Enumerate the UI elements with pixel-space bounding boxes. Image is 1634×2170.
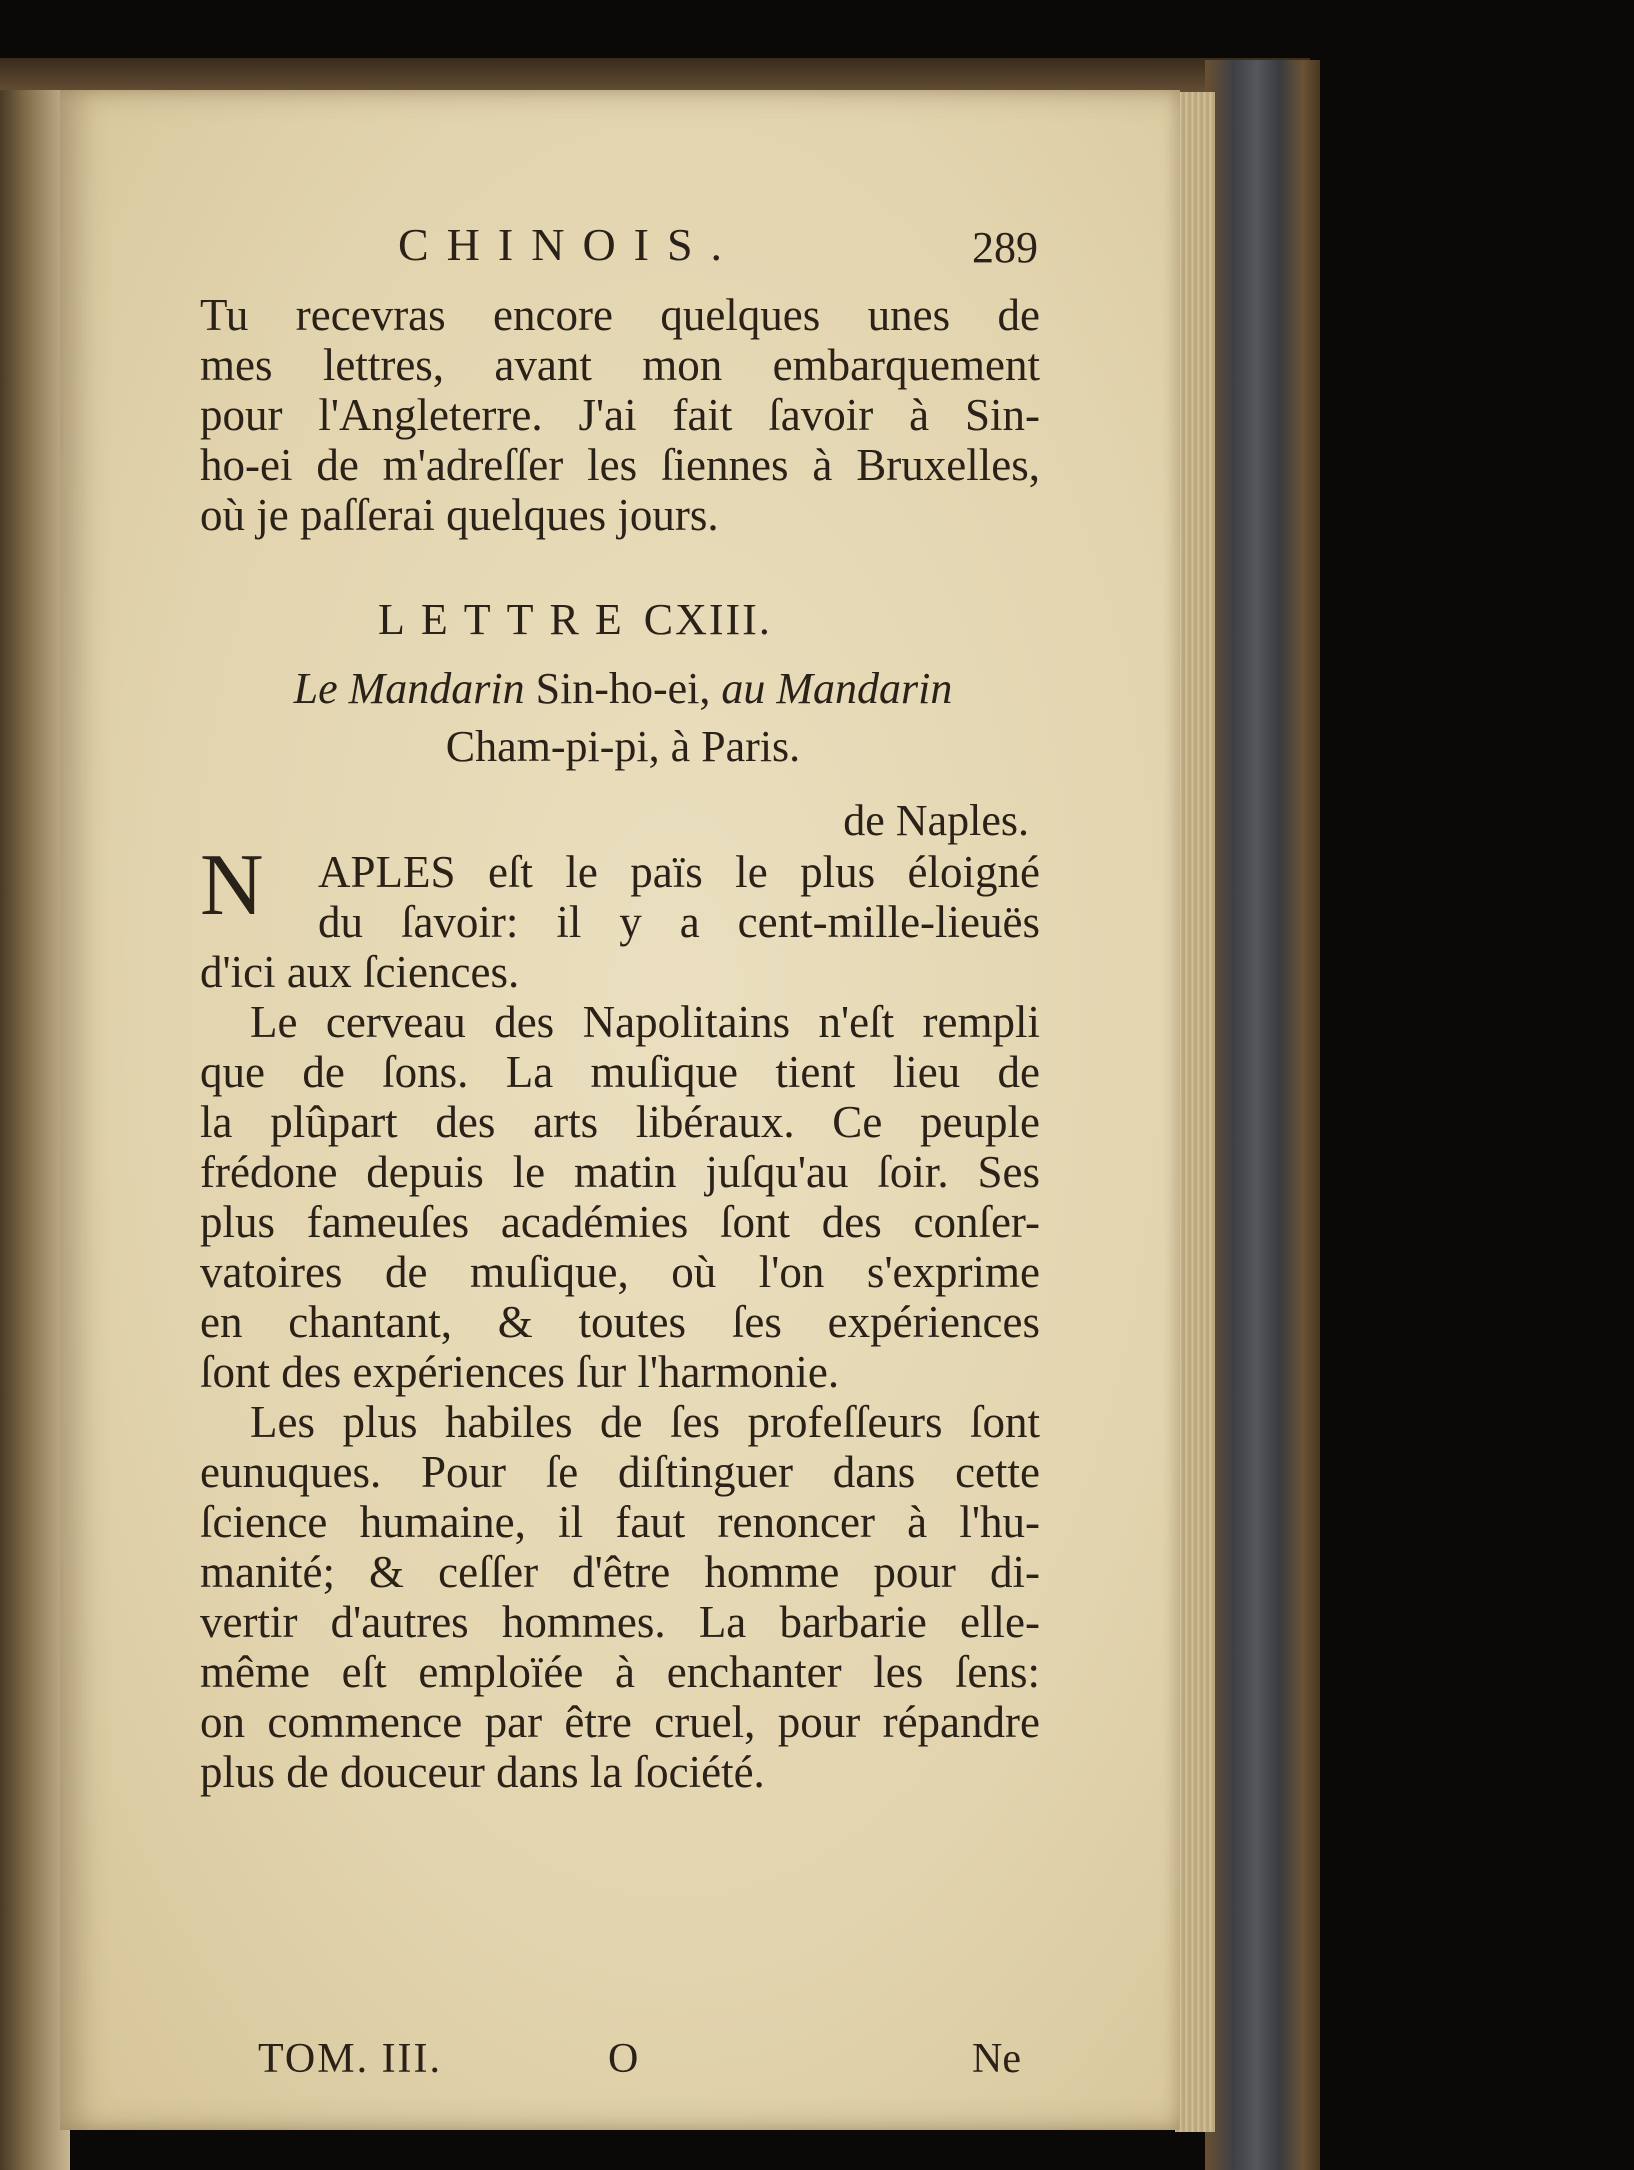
book-cover-right: [1205, 60, 1320, 2170]
letter-place: de Naples.: [843, 796, 1029, 845]
footer-volume: TOM. III.: [258, 2036, 443, 2082]
page-number: 289: [972, 223, 1038, 272]
drop-cap: N: [200, 837, 264, 934]
text-line: plus fameuſes académies ſont des conſer-: [200, 1197, 1040, 1247]
subtitle-part: Le Mandarin: [293, 664, 525, 713]
text-line: du ſavoir: il y a cent-mille-lieuës: [318, 897, 1040, 947]
text-line: la plûpart des arts libéraux. Ce peuple: [200, 1097, 1040, 1147]
text-line: mes lettres, avant mon embarquement: [200, 340, 1040, 390]
text-line: ho-ei de m'adreſſer les ſiennes à Bruxelles,: [200, 440, 1040, 490]
text-line: Les plus habiles de ſes profeſſeurs ſont: [250, 1397, 1040, 1447]
text-line: plus de douceur dans la ſociété.: [200, 1747, 765, 1797]
running-head: CHINOIS.: [398, 219, 741, 270]
text-line: pour l'Angleterre. J'ai fait ſavoir à Sin-: [200, 390, 1040, 440]
page-edges: [1175, 92, 1215, 2132]
subtitle-part: au Mandarin: [721, 664, 953, 713]
paragraph-3: [200, 1397, 1040, 1797]
footer-signature: O: [608, 2036, 639, 2082]
first-lines: [318, 847, 1040, 947]
letter-subtitle: [238, 660, 1008, 776]
text-line: en chantant, & toutes ſes expériences: [200, 1297, 1040, 1347]
text-line: où je paſſerai quelques jours.: [200, 490, 719, 540]
footer-catchword: Ne: [972, 2036, 1021, 2082]
text-line: Le cerveau des Napolitains n'eſt rempli: [250, 997, 1040, 1047]
text-line: que de ſons. La muſique tient lieu de: [200, 1047, 1040, 1097]
paragraph-1-rest: [200, 947, 1040, 997]
text-line: vertir d'autres hommes. La barbarie elle-: [200, 1597, 1040, 1647]
subtitle-line-2: Cham-pi-pi, à Paris.: [445, 722, 801, 771]
text-line: on commence par être cruel, pour répandre: [200, 1697, 1040, 1747]
text-line: APLES eſt le païs le plus éloigné: [318, 847, 1040, 897]
letter-number: CXIII.: [643, 595, 772, 644]
text-line: d'ici aux ſciences.: [200, 947, 520, 997]
text-line: Tu recevras encore quelques unes de: [200, 290, 1040, 340]
letter-title-word: LETTRE: [378, 595, 638, 644]
intro-paragraph: [200, 290, 1040, 540]
text-line: ſont des expériences ſur l'harmonie.: [200, 1347, 840, 1397]
page-header: [398, 218, 1038, 278]
text-line: ſcience humaine, il faut renoncer à l'hu-: [200, 1497, 1040, 1547]
letter-title: [378, 594, 772, 645]
text-line: manité; & ceſſer d'être homme pour di-: [200, 1547, 1040, 1597]
text-line: vatoires de muſique, où l'on s'exprime: [200, 1247, 1040, 1297]
subtitle-part: Sin-ho-ei,: [535, 664, 711, 713]
text-line: même eſt emploïée à enchanter les ſens:: [200, 1647, 1040, 1697]
paragraph-2: [200, 997, 1040, 1397]
text-line: eunuques. Pour ſe diſtinguer dans cette: [200, 1447, 1040, 1497]
text-line: frédone depuis le matin juſqu'au ſoir. Ses: [200, 1147, 1040, 1197]
